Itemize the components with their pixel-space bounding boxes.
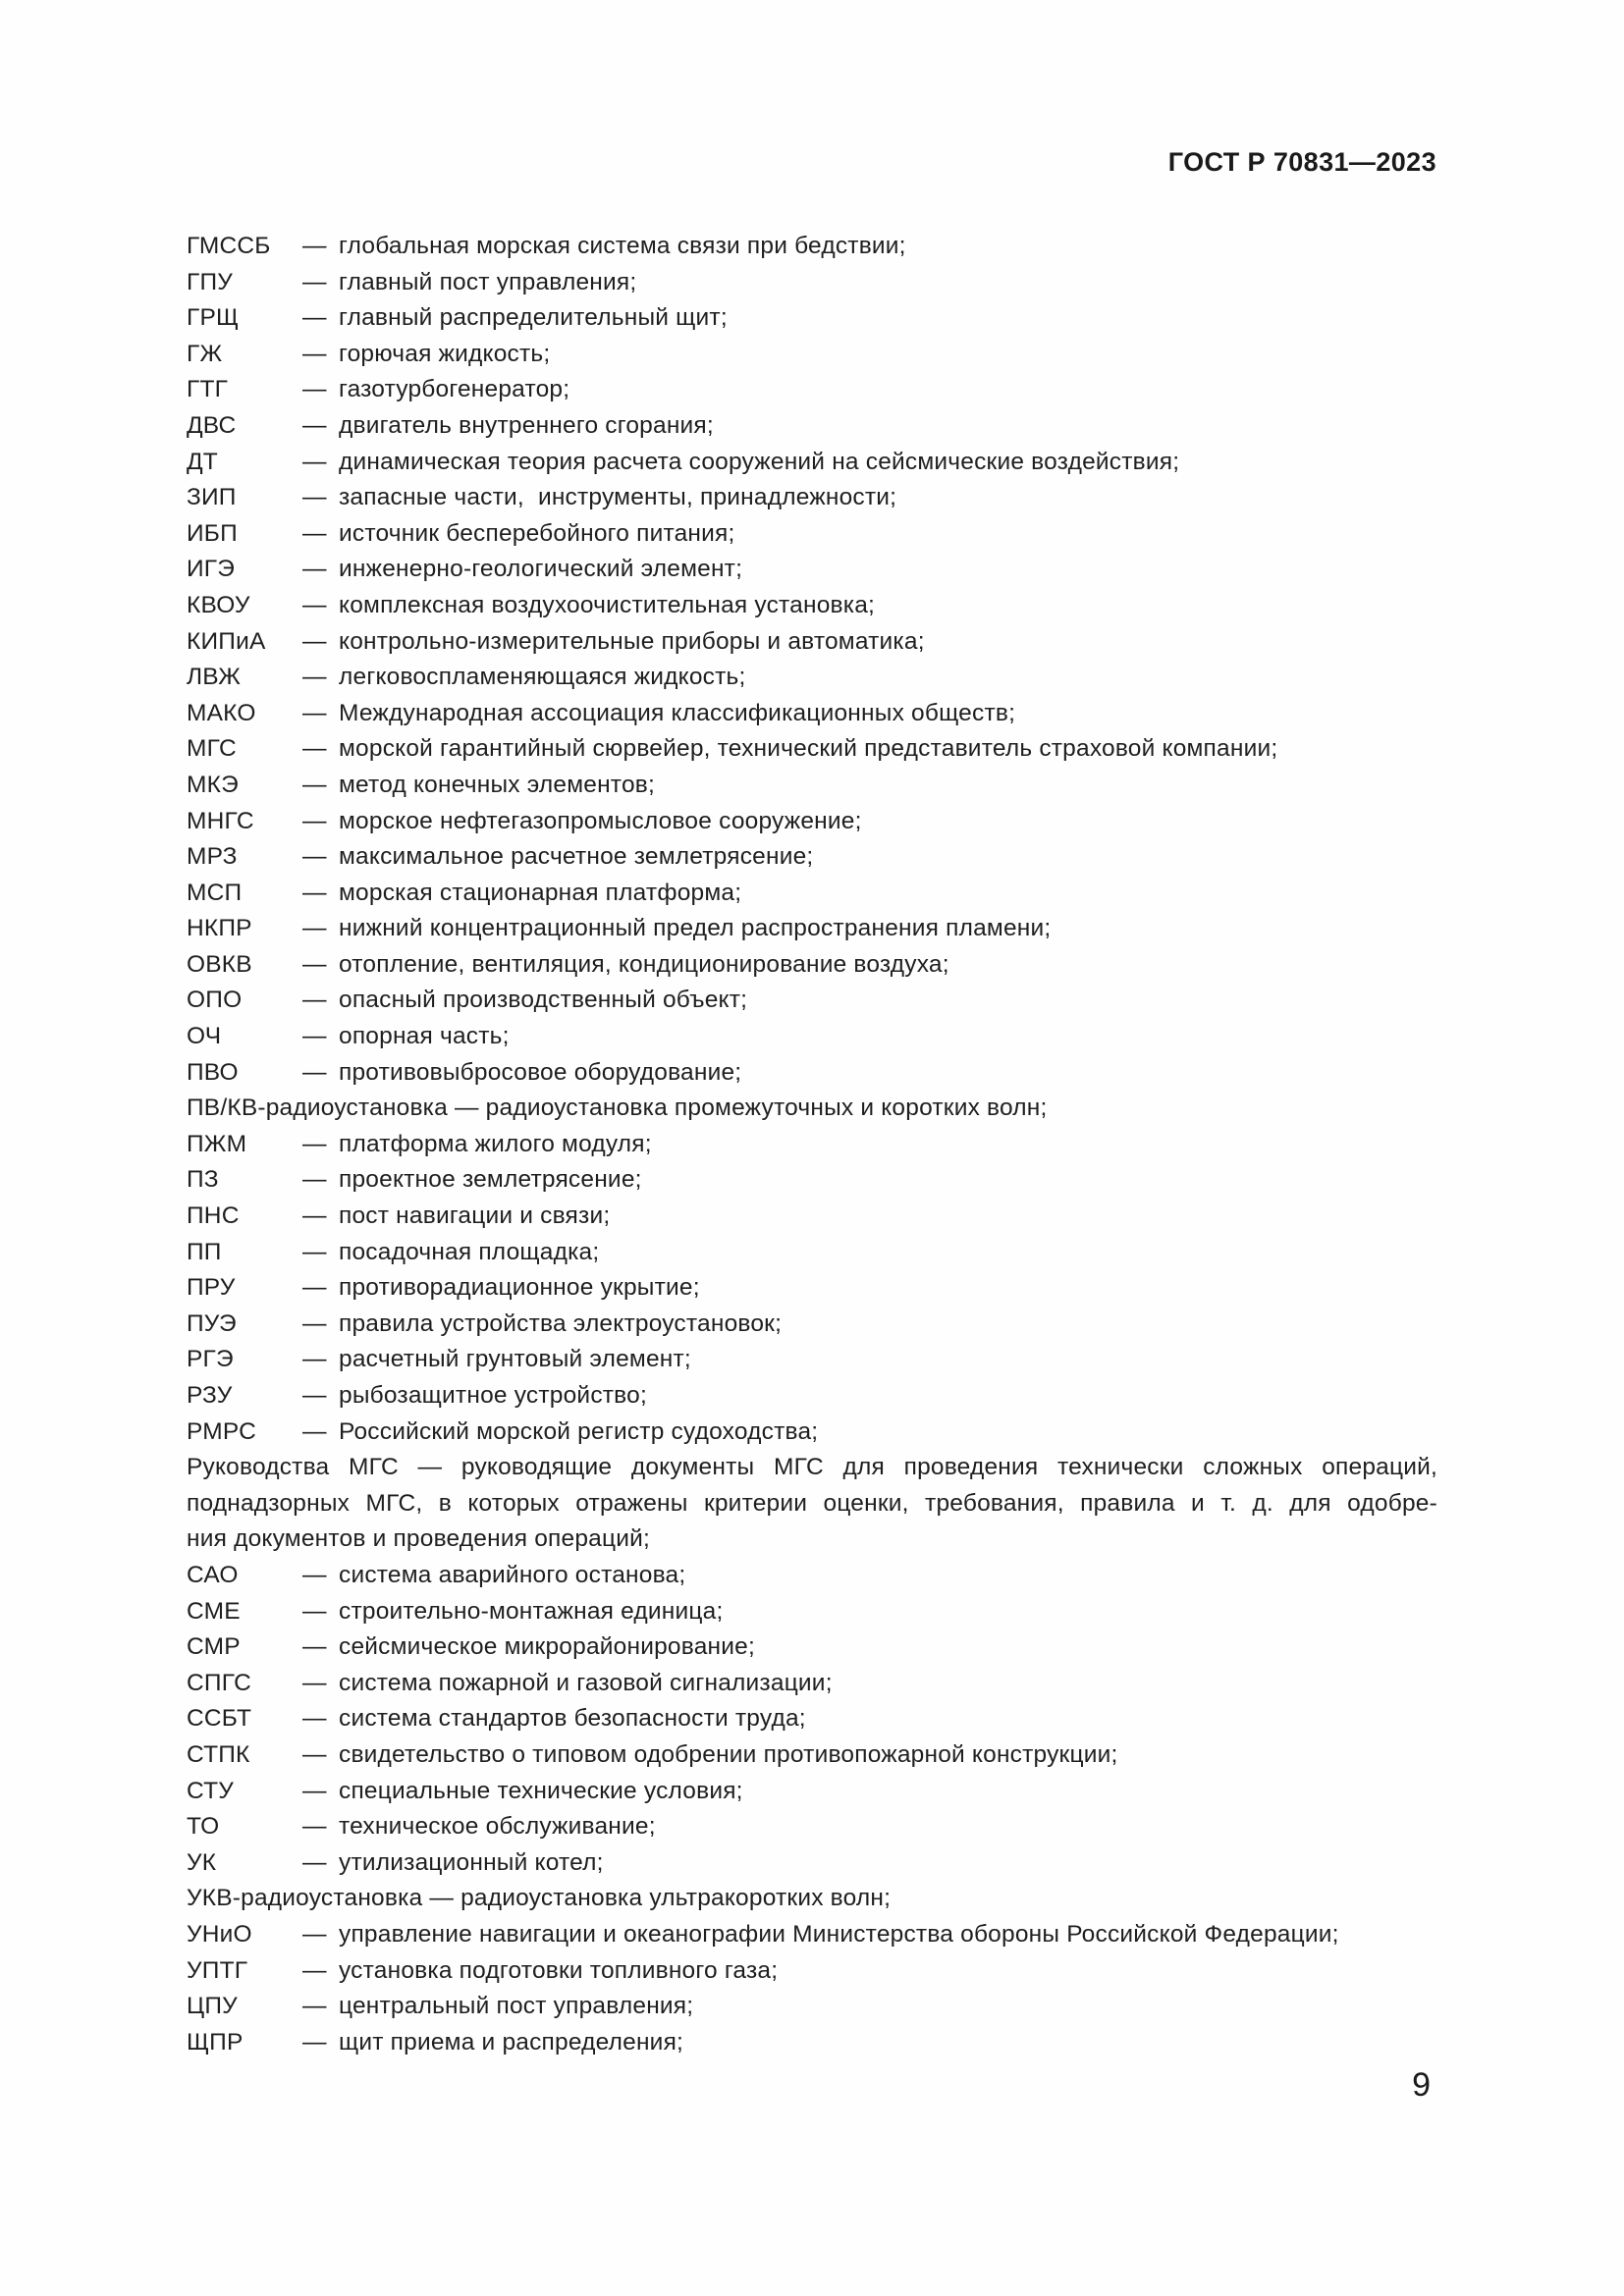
abbr-definition: нижний концентрационный предел распространения пламени;: [339, 915, 1052, 942]
abbr-term: ГЖ: [187, 340, 223, 367]
em-dash: —: [302, 2028, 327, 2056]
abbr-definition: центральный пост управления;: [339, 1993, 694, 2020]
em-dash: —: [302, 411, 327, 439]
abbr-definition: морское нефтегазопромысловое сооружение;: [339, 807, 862, 834]
em-dash: —: [302, 735, 327, 763]
abbr-term: СМЕ: [187, 1597, 241, 1625]
abbreviation-row: [187, 1629, 1437, 1666]
abbreviation-row: [187, 265, 1437, 301]
em-dash: —: [302, 915, 327, 942]
abbreviation-row: [187, 1378, 1437, 1415]
em-dash: —: [302, 1238, 327, 1265]
abbr-definition: опасный производственный объект;: [339, 987, 748, 1014]
abbr-term: МАКО: [187, 699, 256, 726]
page-number: 9: [1412, 2066, 1431, 2104]
em-dash: —: [302, 1166, 327, 1194]
em-dash: —: [302, 807, 327, 834]
em-dash: —: [302, 268, 327, 295]
em-dash: —: [302, 1417, 327, 1445]
abbr-definition: противорадиационное укрытие;: [339, 1274, 700, 1302]
abbreviation-row: [187, 768, 1437, 804]
abbr-term: ПРУ: [187, 1274, 236, 1302]
abbr-definition: комплексная воздухоочистительная установка;: [339, 591, 876, 618]
abbr-definition: отопление, вентиляция, кондиционирование воздуха;: [339, 950, 949, 978]
abbreviation-row: [187, 1055, 1437, 1092]
abbreviation-row: [187, 1162, 1437, 1199]
abbr-definition: щит приема и распределения;: [339, 2028, 684, 2056]
abbreviation-row: [187, 1989, 1437, 2025]
em-dash: —: [302, 1633, 327, 1661]
em-dash: —: [302, 1274, 327, 1302]
abbr-term: КВОУ: [187, 591, 250, 618]
abbr-term: ЦПУ: [187, 1993, 238, 2020]
abbreviation-paragraph: [187, 1450, 1437, 1558]
abbr-definition: инженерно-геологический элемент;: [339, 556, 743, 583]
abbr-definition: газотурбогенератор;: [339, 376, 570, 403]
em-dash: —: [302, 233, 327, 259]
abbreviation-row: [187, 516, 1437, 553]
em-dash: —: [302, 699, 327, 726]
abbr-term: УПТГ: [187, 1956, 248, 1984]
abbreviation-row: [187, 2025, 1437, 2061]
abbr-term: ОВКВ: [187, 950, 252, 978]
abbr-term: ЗИП: [187, 484, 237, 511]
abbr-definition: система пожарной и газовой сигнализации;: [339, 1669, 833, 1696]
abbr-definition: двигатель внутреннего сгорания;: [339, 411, 714, 439]
abbr-definition: система аварийного останова;: [339, 1561, 686, 1588]
abbreviation-row: [187, 1594, 1437, 1630]
abbr-definition: главный пост управления;: [339, 268, 637, 295]
em-dash: —: [302, 1777, 327, 1804]
em-dash: —: [302, 1309, 327, 1337]
abbreviation-row: [187, 1917, 1437, 1953]
abbr-definition: утилизационный котел;: [339, 1848, 604, 1876]
abbr-definition: контрольно-измерительные приборы и автоматика;: [339, 627, 925, 655]
abbr-term: ГТГ: [187, 376, 229, 403]
em-dash: —: [302, 843, 327, 871]
abbr-definition: метод конечных элементов;: [339, 771, 655, 798]
abbr-term: ССБТ: [187, 1705, 252, 1733]
abbr-term: ГМССБ: [187, 233, 271, 259]
abbreviation-row-fullline: УКВ-радиоустановка — радиоустановка ультракоротких волн;: [187, 1885, 892, 1912]
abbr-term: ЛВЖ: [187, 664, 242, 691]
em-dash: —: [302, 1023, 327, 1050]
em-dash: —: [302, 879, 327, 906]
abbreviation-row: [187, 1737, 1437, 1774]
abbreviation-row: [187, 1953, 1437, 1990]
abbr-term: МРЗ: [187, 843, 238, 871]
em-dash: —: [302, 1346, 327, 1373]
abbreviation-row: [187, 445, 1437, 481]
abbreviation-row: [187, 1845, 1437, 1882]
em-dash: —: [302, 950, 327, 978]
abbr-definition: специальные технические условия;: [339, 1777, 743, 1804]
abbr-term: КИПиА: [187, 627, 266, 655]
abbr-term: УНиО: [187, 1920, 252, 1948]
abbr-definition: Международная ассоциация классификационных обществ;: [339, 699, 1016, 726]
abbr-term: ГРЩ: [187, 304, 240, 332]
abbr-term: ТО: [187, 1813, 220, 1841]
abbr-definition: источник бесперебойного питания;: [339, 519, 735, 547]
abbreviation-row: [187, 1199, 1437, 1235]
abbr-term: РЗУ: [187, 1382, 233, 1409]
abbr-definition: техническое обслуживание;: [339, 1813, 656, 1841]
abbr-definition: правила устройства электроустановок;: [339, 1309, 783, 1337]
abbreviation-row: [187, 1809, 1437, 1845]
abbr-definition: горючая жидкость;: [339, 340, 551, 367]
abbreviation-row: [187, 696, 1437, 732]
em-dash: —: [302, 771, 327, 798]
abbr-term: САО: [187, 1561, 239, 1588]
abbreviation-row: [187, 1558, 1437, 1594]
abbr-term: СТПК: [187, 1740, 250, 1768]
abbr-definition: установка подготовки топливного газа;: [339, 1956, 779, 1984]
abbr-definition: рыбозащитное устройство;: [339, 1382, 647, 1409]
abbr-term: МНГС: [187, 807, 254, 834]
em-dash: —: [302, 1705, 327, 1733]
abbr-definition: опорная часть;: [339, 1023, 510, 1050]
abbr-term: ДТ: [187, 448, 218, 475]
em-dash: —: [302, 1202, 327, 1230]
em-dash: —: [302, 1956, 327, 1984]
abbr-definition: система стандартов безопасности труда;: [339, 1705, 806, 1733]
abbreviation-row: [187, 552, 1437, 588]
abbr-definition: свидетельство о типовом одобрении противопожарной конструкции;: [339, 1740, 1118, 1768]
abbr-definition: строительно-монтажная единица;: [339, 1597, 724, 1625]
abbreviation-row: [187, 839, 1437, 876]
em-dash: —: [302, 1130, 327, 1157]
paragraph-line: поднадзорных МГС, в которых отражены критерии оценки, требования, правила и т. д. для одобре-: [187, 1489, 1437, 1517]
abbr-term: СПГС: [187, 1669, 251, 1696]
abbr-definition: запасные части, инструменты, принадлежности;: [339, 484, 897, 511]
abbreviation-row-fullline: ПВ/КВ-радиоустановка — радиоустановка промежуточных и коротких волн;: [187, 1095, 1048, 1122]
em-dash: —: [302, 556, 327, 583]
em-dash: —: [302, 627, 327, 655]
abbr-term: ИГЭ: [187, 556, 236, 583]
abbreviation-row: [187, 1127, 1437, 1163]
abbr-definition: легковоспламеняющаяся жидкость;: [339, 664, 746, 691]
em-dash: —: [302, 519, 327, 547]
abbr-term: СМР: [187, 1633, 241, 1661]
abbreviation-row: [187, 983, 1437, 1019]
em-dash: —: [302, 1669, 327, 1696]
em-dash: —: [302, 591, 327, 618]
abbr-term: РМРС: [187, 1417, 257, 1445]
abbr-definition: проектное землетрясение;: [339, 1166, 642, 1194]
abbr-definition: управление навигации и океанографии Министерства обороны Российской Федерации;: [339, 1920, 1339, 1948]
abbreviation-row: [187, 876, 1437, 912]
abbr-term: ДВС: [187, 411, 237, 439]
abbreviation-row: [187, 300, 1437, 337]
em-dash: —: [302, 448, 327, 475]
abbr-term: ГПУ: [187, 268, 234, 295]
abbr-term: ПП: [187, 1238, 222, 1265]
paragraph-line: Руководства МГС — руководящие документы МГС для проведения технически сложных операций,: [187, 1454, 1437, 1481]
abbr-term: ПЗ: [187, 1166, 219, 1194]
abbr-term: ОЧ: [187, 1023, 222, 1050]
em-dash: —: [302, 484, 327, 511]
abbreviation-row: [187, 804, 1437, 840]
abbr-definition: посадочная площадка;: [339, 1238, 600, 1265]
abbr-definition: глобальная морская система связи при бедствии;: [339, 233, 906, 259]
abbreviation-row: [187, 1774, 1437, 1810]
abbr-term: ПУЭ: [187, 1309, 237, 1337]
em-dash: —: [302, 1920, 327, 1948]
em-dash: —: [302, 1993, 327, 2020]
abbr-term: ПЖМ: [187, 1130, 247, 1157]
abbreviation-row: [187, 911, 1437, 947]
abbr-term: ОПО: [187, 987, 243, 1014]
abbreviation-row: [187, 1415, 1437, 1451]
abbr-definition: платформа жилого модуля;: [339, 1130, 652, 1157]
em-dash: —: [302, 1597, 327, 1625]
abbreviation-row: [187, 372, 1437, 408]
document-header-standard-code: ГОСТ Р 70831—2023: [1167, 147, 1436, 177]
abbreviation-row: [187, 408, 1437, 445]
abbr-definition: главный распределительный щит;: [339, 304, 728, 332]
em-dash: —: [302, 1848, 327, 1876]
abbreviation-row: [187, 588, 1437, 624]
abbr-definition: сейсмическое микрорайонирование;: [339, 1633, 755, 1661]
abbr-definition: расчетный грунтовый элемент;: [339, 1346, 691, 1373]
abbreviation-row: [187, 1235, 1437, 1271]
abbreviation-row: [187, 1019, 1437, 1055]
abbr-definition: морская стационарная платформа;: [339, 879, 742, 906]
abbr-definition: максимальное расчетное землетрясение;: [339, 843, 814, 871]
abbreviation-row: [187, 731, 1437, 768]
abbreviation-row: [187, 1270, 1437, 1307]
abbreviation-row: [187, 480, 1437, 516]
abbr-term: УК: [187, 1848, 217, 1876]
em-dash: —: [302, 1058, 327, 1086]
abbr-term: МГС: [187, 735, 237, 763]
em-dash: —: [302, 304, 327, 332]
abbr-term: ПНС: [187, 1202, 240, 1230]
abbreviation-list: [187, 229, 1437, 2060]
abbr-definition: Российский морской регистр судоходства;: [339, 1417, 819, 1445]
abbr-term: ПВО: [187, 1058, 239, 1086]
em-dash: —: [302, 1382, 327, 1409]
em-dash: —: [302, 1740, 327, 1768]
abbreviation-row: [187, 1666, 1437, 1702]
em-dash: —: [302, 987, 327, 1014]
abbr-term: РГЭ: [187, 1346, 234, 1373]
em-dash: —: [302, 664, 327, 691]
abbr-term: МКЭ: [187, 771, 239, 798]
abbr-term: МСП: [187, 879, 243, 906]
paragraph-line: ния документов и проведения операций;: [187, 1525, 651, 1553]
abbr-term: НКПР: [187, 915, 252, 942]
em-dash: —: [302, 376, 327, 403]
abbr-term: ИБП: [187, 519, 238, 547]
abbreviation-row: [187, 947, 1437, 984]
em-dash: —: [302, 340, 327, 367]
em-dash: —: [302, 1561, 327, 1588]
abbr-definition: динамическая теория расчета сооружений на сейсмические воздействия;: [339, 448, 1180, 475]
abbr-term: ЩПР: [187, 2028, 244, 2056]
abbr-term: СТУ: [187, 1777, 235, 1804]
abbr-definition: морской гарантийный сюрвейер, технический представитель страховой компании;: [339, 735, 1278, 763]
abbr-definition: пост навигации и связи;: [339, 1202, 611, 1230]
em-dash: —: [302, 1813, 327, 1841]
abbreviation-row: [187, 660, 1437, 696]
abbreviation-row: [187, 337, 1437, 373]
abbreviation-row: [187, 1701, 1437, 1737]
abbreviation-row: [187, 1307, 1437, 1343]
abbreviation-row: [187, 229, 1437, 265]
abbreviation-row: [187, 1342, 1437, 1378]
abbr-definition: противовыбросовое оборудование;: [339, 1058, 742, 1086]
abbreviation-row: [187, 624, 1437, 661]
